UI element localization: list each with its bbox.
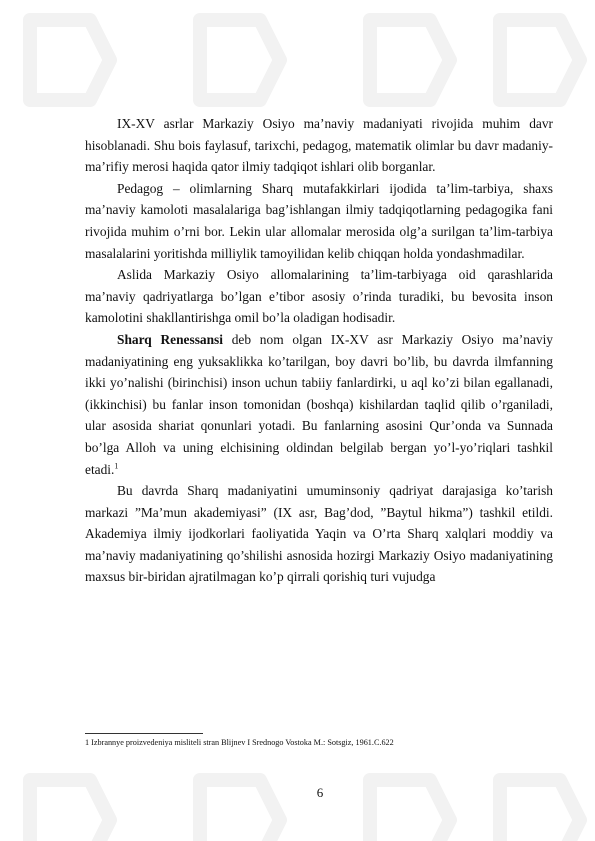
body-text xyxy=(85,113,553,588)
paragraph-5: Bu davrda Sharq madaniyatini umuminsoniy qadriyat darajasiga ko’tarish markazi ”Ma’mun akademiyasi” (IX asr, Bag’dod, ”Baytul hikma”) tashkil etildi. Akademiya ilmiy ijodkorlari faoliyatida Yaqin va O’rta Sharq xalqlari moddiy va ma’naviy madaniyatining qo’shilishi asnosida hozirgi Markaziy Osiyo madaniyatining maxsus bir-biridan ajratilmagan ko’p qirrali qorishiq turi vujudga xyxy=(85,483,553,585)
paragraph-2: Pedagog – olimlarning Sharq mutafakkirlari ijodida ta’lim-tarbiya, shaxs ma’naviy kamoloti masalalariga bag’ishlangan ilmiy tadqiqotlarning pedagogika fani rivojida muhim o’rni bor. Lekin ular allomalar merosida olg’a surilgan ta’lim-tarbiya masalalarini yoritishda milliylik tamoyilidan kelib chiqqan holda yondashmadilar. xyxy=(85,180,553,261)
footnote-reference[interactable]: 1 xyxy=(114,461,119,471)
paragraph-1: IX-XV asrlar Markaziy Osiyo ma’naviy madaniyati rivojida muhim davr hisoblanadi. Shu bois faylasuf, tarixchi, pedagog, matematik olimlar bu davr madaniy-ma’rifiy merosi haqida qator ilmiy tadqiqot ishlari olib borganlar. xyxy=(85,116,553,175)
paragraph-4 xyxy=(85,329,553,480)
page-number: 6 xyxy=(316,785,324,800)
paragraph-4-bold-term: Sharq Renessansi xyxy=(117,331,223,347)
footnote: 1 Izbrannуe proizvedeniya mislitelі stran Blijnev I Srednogo Vostoka M.: Sotsgiz, 1961.C.622 xyxy=(85,738,394,747)
footnote-separator xyxy=(85,733,203,734)
paragraph-3: Aslida Markaziy Osiyo allomalarining ta’lim-tarbiyaga oid qarashlarida ma’naviy qadriyatlarga bo’lgan e’tibor asosiy o’rinda turadiki, bu bevosita inson kamolotini shakllantirishga omil bo’la oladigan hodisadir. xyxy=(85,267,553,326)
paragraph-4-text: deb nom olgan IX-XV asr Markaziy Osiyo ma’naviy madaniyatining eng yuksaklikka ko’tarilgan, boy davri bo’lib, bu davrda ilmfanning ikki yo’nalishi (birinchisi) inson uchun tabiiy fanlardirki, u aql ko’zi bilan egallanadi, (ikkinchisi) bu fanlar inson tomonidan (boshqa) kishilardan taqlid qilib o’rganiladi, ular asosida shariat qonunlari yotadi. Bu fanlarning asosini Qur’onda va Sunnada bo’lga Alloh va uning elchisining oldindan belgilab bergan yo’l-yo’riqlari tashkil etadi. xyxy=(85,331,553,477)
